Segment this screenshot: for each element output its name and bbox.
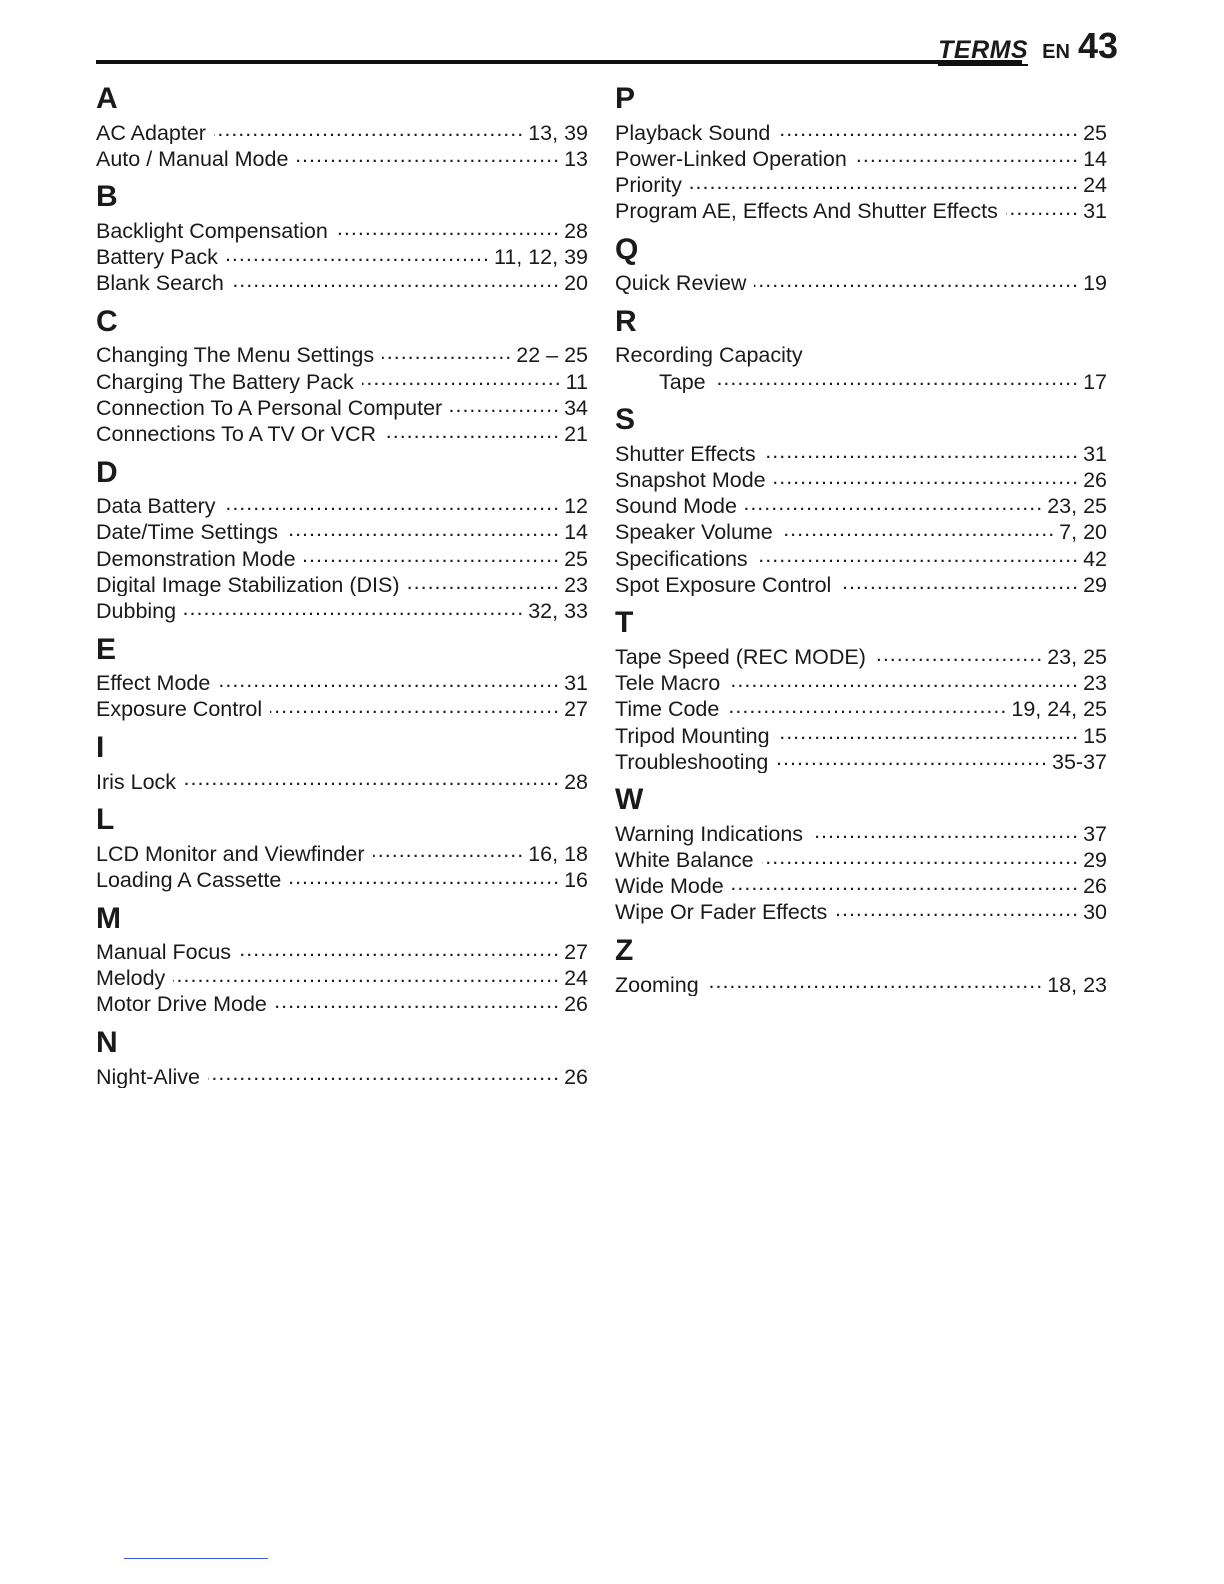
index-term: Recording Capacity (615, 343, 803, 368)
page-reference: 28 (564, 769, 588, 794)
index-entry (96, 341, 588, 367)
dot-leader (707, 970, 1044, 992)
dot-leader (173, 964, 560, 986)
dot-leader (226, 243, 490, 265)
index-entry (96, 938, 588, 964)
index-entry (96, 1062, 588, 1088)
dot-leader (776, 747, 1048, 769)
index-term: Iris Lock (96, 769, 177, 794)
index-entry (615, 367, 1107, 393)
index-term: Tele Macro (615, 671, 721, 695)
index-entry (96, 118, 588, 144)
dot-leader (224, 492, 561, 514)
page-reference: 12 (564, 494, 588, 518)
dot-leader (232, 269, 560, 291)
page-reference: 42 (1083, 546, 1107, 571)
index-section-t (615, 602, 1107, 773)
dot-leader (296, 144, 560, 166)
index-section-d (96, 452, 588, 623)
section-letter: N (96, 1026, 118, 1060)
page-reference: 27 (564, 697, 588, 721)
index-term: Wide Mode (615, 874, 724, 898)
index-column-right (615, 78, 1107, 1002)
page-reference: 14 (564, 520, 588, 545)
dot-leader (373, 839, 525, 861)
index-section-c (96, 301, 588, 446)
page-reference: 16 (564, 867, 588, 892)
header-rule (96, 60, 1022, 64)
page-reference: 31 (564, 671, 588, 695)
index-term: AC Adapter (96, 120, 206, 145)
index-term: Specifications (615, 546, 748, 571)
index-term: Effect Mode (96, 671, 211, 695)
page-reference: 27 (564, 940, 588, 964)
page-reference: 15 (1083, 723, 1107, 748)
index-entry (615, 747, 1107, 773)
dot-leader (304, 544, 561, 566)
index-term: Warning Indications (615, 821, 804, 846)
index-entry (615, 269, 1107, 295)
index-section-w (615, 779, 1107, 924)
dot-leader (408, 570, 561, 592)
index-term: Date/Time Settings (96, 520, 279, 545)
dot-leader (811, 819, 1079, 841)
header-right (938, 25, 1118, 66)
dot-leader (336, 216, 560, 238)
index-term: Sound Mode (615, 494, 737, 518)
page-reference: 23 (1083, 671, 1107, 695)
dot-leader (835, 898, 1079, 920)
dot-leader (1006, 197, 1079, 219)
page-reference: 19 (1083, 271, 1107, 295)
section-letter: Z (615, 934, 634, 968)
index-section-q (615, 229, 1107, 295)
dot-leader (286, 518, 560, 540)
index-entry (615, 197, 1107, 223)
dot-leader (774, 466, 1079, 488)
dot-leader (208, 1062, 560, 1084)
index-section-a (96, 78, 588, 170)
dot-leader (855, 144, 1079, 166)
section-letter: C (96, 304, 118, 338)
section-letter: R (615, 304, 637, 338)
section-letter: T (615, 606, 634, 640)
index-term: Blank Search (96, 271, 224, 295)
page-reference: 31 (1083, 199, 1107, 223)
dot-leader (218, 669, 560, 691)
index-term: Data Battery (96, 494, 216, 518)
page-reference: 29 (1083, 572, 1107, 597)
dot-leader (450, 393, 560, 415)
index-entry (615, 721, 1107, 747)
page-reference: 30 (1083, 900, 1107, 925)
index-entry (96, 865, 588, 891)
page-reference: 37 (1083, 821, 1107, 846)
index-entry (615, 898, 1107, 924)
index-section-n (96, 1022, 588, 1088)
page-header (96, 20, 1118, 66)
dot-leader (714, 367, 1079, 389)
index-column-left (96, 78, 588, 1094)
page-reference: 14 (1083, 146, 1107, 171)
page-reference: 29 (1083, 848, 1107, 872)
index-term: Loading A Cassette (96, 867, 282, 892)
index-term: Time Code (615, 697, 720, 721)
page-reference: 13, 39 (528, 120, 588, 145)
index-entry (615, 669, 1107, 695)
index-term: Connections To A TV Or VCR (96, 422, 377, 446)
dot-leader (754, 269, 1079, 291)
index-term: Speaker Volume (615, 520, 773, 545)
page-reference: 28 (564, 218, 588, 243)
index-entry (96, 492, 588, 518)
index-entry (96, 964, 588, 990)
index-term: Battery Pack (96, 245, 218, 269)
index-term: Quick Review (615, 271, 747, 295)
dot-leader (732, 872, 1079, 894)
index-entry (96, 393, 588, 419)
section-letter: D (96, 455, 118, 489)
dot-leader (184, 767, 560, 789)
dot-leader (727, 695, 1007, 717)
index-term: Tape (659, 369, 706, 394)
index-entry (615, 544, 1107, 570)
dot-leader (781, 518, 1055, 540)
index-entry (615, 341, 1107, 367)
index-section-p (615, 78, 1107, 223)
index-entry (96, 839, 588, 865)
index-term: Shutter Effects (615, 441, 756, 466)
index-entry (615, 970, 1107, 996)
index-entry (96, 367, 588, 393)
index-entry (96, 216, 588, 242)
index-term: Spot Exposure Control (615, 572, 832, 597)
section-title: TERMS (938, 36, 1029, 64)
index-section-s (615, 399, 1107, 596)
index-term: White Balance (615, 848, 754, 872)
page-reference: 20 (564, 271, 588, 295)
index-entry (96, 544, 588, 570)
section-letter: S (615, 403, 636, 437)
page-reference: 34 (564, 395, 588, 420)
index-section-r (615, 301, 1107, 393)
dot-leader (275, 990, 560, 1012)
page-reference: 18, 23 (1047, 972, 1107, 997)
index-section-e (96, 629, 588, 721)
section-letter: Q (615, 232, 639, 266)
language-label: EN (1042, 41, 1070, 63)
section-letter: L (96, 803, 115, 837)
index-entry (96, 144, 588, 170)
page-reference: 19, 24, 25 (1011, 697, 1107, 721)
index-entry (615, 872, 1107, 898)
index-term: Digital Image Stabilization (DIS) (96, 572, 400, 597)
page-reference: 24 (564, 966, 588, 990)
page-reference: 26 (1083, 468, 1107, 492)
section-letter: B (96, 180, 118, 214)
index-entry (96, 596, 588, 622)
page-reference: 26 (1083, 874, 1107, 898)
section-letter: E (96, 632, 117, 666)
index-entry (615, 846, 1107, 872)
section-letter: W (615, 783, 644, 817)
index-entry (96, 669, 588, 695)
index-term: Troubleshooting (615, 749, 769, 774)
index-term: Power-Linked Operation (615, 146, 847, 171)
dot-leader (289, 865, 560, 887)
dot-leader (239, 938, 560, 960)
page-reference: 26 (564, 992, 588, 1017)
index-term: Tripod Mounting (615, 723, 770, 748)
index-entry (615, 170, 1107, 196)
index-term: Manual Focus (96, 940, 232, 964)
dot-leader (184, 596, 524, 618)
page-reference: 7, 20 (1059, 520, 1107, 545)
index-section-b (96, 176, 588, 295)
page-reference: 25 (564, 546, 588, 571)
page-reference: 25 (1083, 120, 1107, 145)
index-entry (96, 420, 588, 446)
index-entry (96, 767, 588, 793)
index-entry (96, 570, 588, 596)
index-entry (615, 642, 1107, 668)
dot-leader (756, 544, 1079, 566)
dot-leader (382, 341, 512, 363)
index-entry (615, 695, 1107, 721)
dot-leader (778, 118, 1079, 140)
index-section-i (96, 727, 588, 793)
index-entry (615, 570, 1107, 596)
index-section-z (615, 930, 1107, 996)
index-term: Exposure Control (96, 697, 263, 721)
index-term: Auto / Manual Mode (96, 146, 289, 171)
page-reference: 21 (564, 422, 588, 446)
dot-leader (690, 170, 1079, 192)
index-term: Dubbing (96, 598, 177, 623)
page-reference: 26 (564, 1064, 588, 1089)
dot-leader (778, 721, 1080, 743)
page-reference: 13 (564, 146, 588, 171)
section-letter: P (615, 82, 636, 115)
dot-leader (764, 439, 1079, 461)
page-reference: 23, 25 (1047, 494, 1107, 518)
index-entry (615, 439, 1107, 465)
index-entry (615, 144, 1107, 170)
index-term: Charging The Battery Pack (96, 369, 354, 394)
index-entry (96, 990, 588, 1016)
index-section-m (96, 898, 588, 1017)
page-reference: 16, 18 (528, 841, 588, 866)
dot-leader (728, 669, 1079, 691)
index-term: LCD Monitor and Viewfinder (96, 841, 365, 866)
index-entry (615, 492, 1107, 518)
index-term: Melody (96, 966, 166, 990)
dot-leader (839, 570, 1079, 592)
index-term: Snapshot Mode (615, 468, 766, 492)
index-term: Night-Alive (96, 1064, 200, 1089)
page-reference: 32, 33 (528, 598, 588, 623)
footer-link-underline (124, 1558, 268, 1559)
dot-leader (362, 367, 562, 389)
index-entry (615, 518, 1107, 544)
index-term: Playback Sound (615, 120, 771, 145)
page-reference: 11, 12, 39 (493, 245, 588, 269)
index-term: Program AE, Effects And Shutter Effects (615, 199, 998, 223)
index-entry (615, 819, 1107, 845)
index-term: Changing The Menu Settings (96, 343, 375, 368)
index-term: Connection To A Personal Computer (96, 395, 443, 420)
index-entry (96, 269, 588, 295)
dot-leader (384, 420, 560, 442)
index-term: Backlight Compensation (96, 218, 328, 243)
index-term: Tape Speed (REC MODE) (615, 644, 866, 669)
dot-leader (270, 695, 560, 717)
section-letter: A (96, 82, 118, 115)
page-reference: 11 (565, 369, 588, 394)
page-reference: 22 – 25 (516, 343, 588, 368)
index-entry (96, 243, 588, 269)
index-term: Zooming (615, 972, 699, 997)
page-reference: 35-37 (1052, 749, 1107, 774)
index-term: Motor Drive Mode (96, 992, 267, 1017)
dot-leader (214, 118, 524, 140)
index-term: Priority (615, 172, 682, 197)
section-letter: M (96, 901, 121, 935)
index-term: Wipe Or Fader Effects (615, 900, 828, 925)
index-entry (96, 518, 588, 544)
dot-leader (762, 846, 1079, 868)
dot-leader (874, 642, 1043, 664)
dot-leader (745, 492, 1043, 514)
index-entry (615, 466, 1107, 492)
page-reference: 24 (1083, 172, 1107, 197)
section-letter: I (96, 731, 105, 764)
page-reference: 17 (1083, 369, 1107, 394)
page-number: 43 (1077, 25, 1118, 66)
page-reference: 23, 25 (1047, 644, 1107, 669)
index-entry (96, 695, 588, 721)
index-term: Demonstration Mode (96, 546, 296, 571)
index-entry (615, 118, 1107, 144)
page-reference: 23 (564, 572, 588, 597)
page-reference: 31 (1083, 441, 1107, 466)
index-section-l (96, 799, 588, 891)
